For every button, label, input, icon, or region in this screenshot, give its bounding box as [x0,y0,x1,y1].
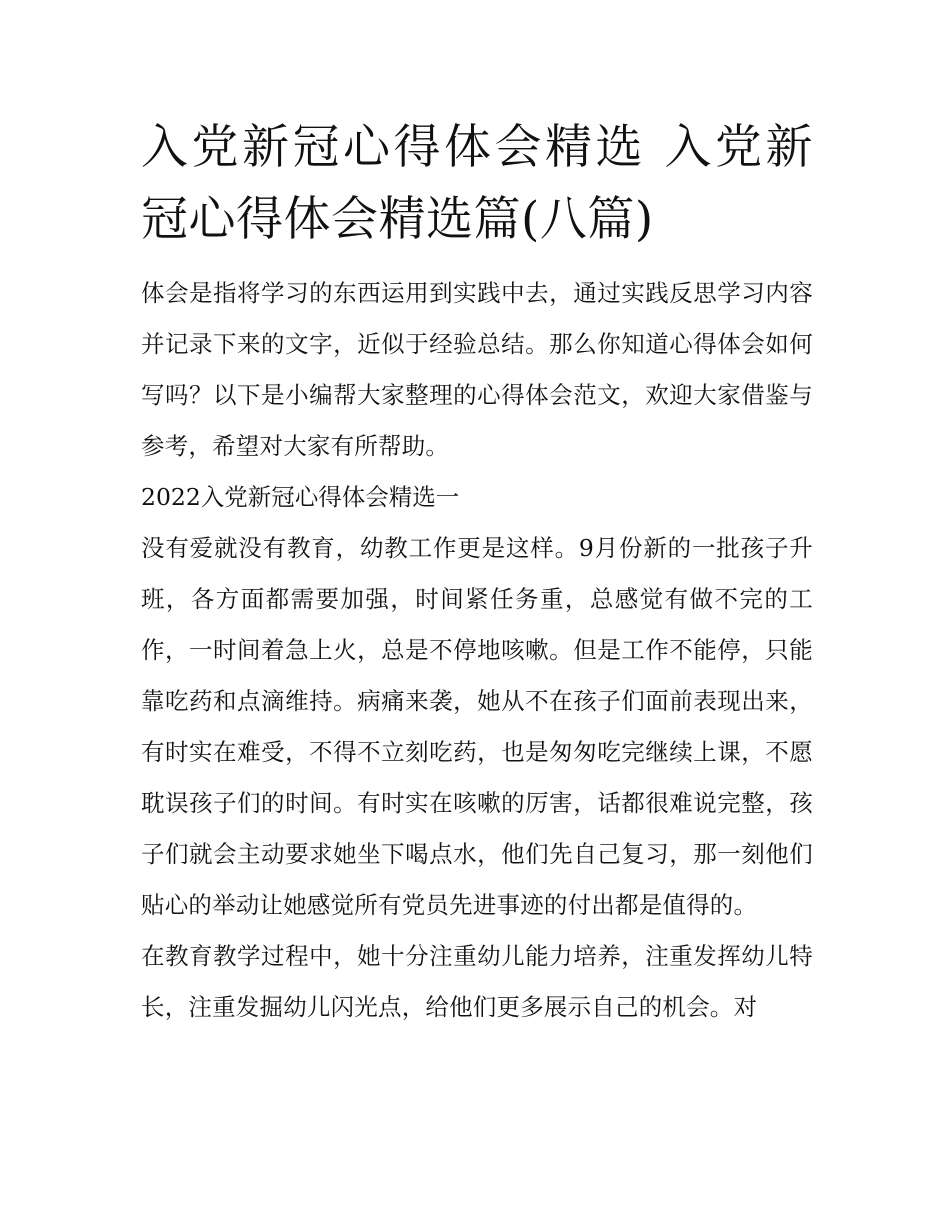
body-paragraph: 没有爱就没有教育，幼教工作更是这样。9月份新的一批孩子升班，各方面都需要加强，时间紧任务重，总感觉有做不完的工作，一时间着急上火，总是不停地咳嗽。但是工作不能停，只能靠吃药和点滴维持。病痛来袭，她从不在孩子们面前表现出来，有时实在难受，不得不立刻吃药，也是匆匆吃完继续上课，不愿耽误孩子们的时间。有时实在咳嗽的厉害，话都很难说完整，孩子们就会主动要求她坐下喝点水，他们先自己复习，那一刻他们贴心的举动让她感觉所有党员先进事迹的付出都是值得的。 [141,534,813,919]
intro-paragraph: 体会是指将学习的东西运用到实践中去，通过实践反思学习内容并记录下来的文字，近似于经验总结。那么你知道心得体会如何写吗？以下是小编帮大家整理的心得体会范文，欢迎大家借鉴与参考，希望对大家有所帮助。 [141,279,813,460]
document-page [141,112,813,1033]
document-title: 入党新冠心得体会精选 入党新冠心得体会精选篇(八篇) [141,120,813,247]
section-heading: 2022入党新冠心得体会精选一 [141,483,460,511]
body-paragraph: 在教育教学过程中，她十分注重幼儿能力培养，注重发挥幼儿特长，注重发掘幼儿闪光点，给他们更多展示自己的机会。对 [141,942,813,1021]
